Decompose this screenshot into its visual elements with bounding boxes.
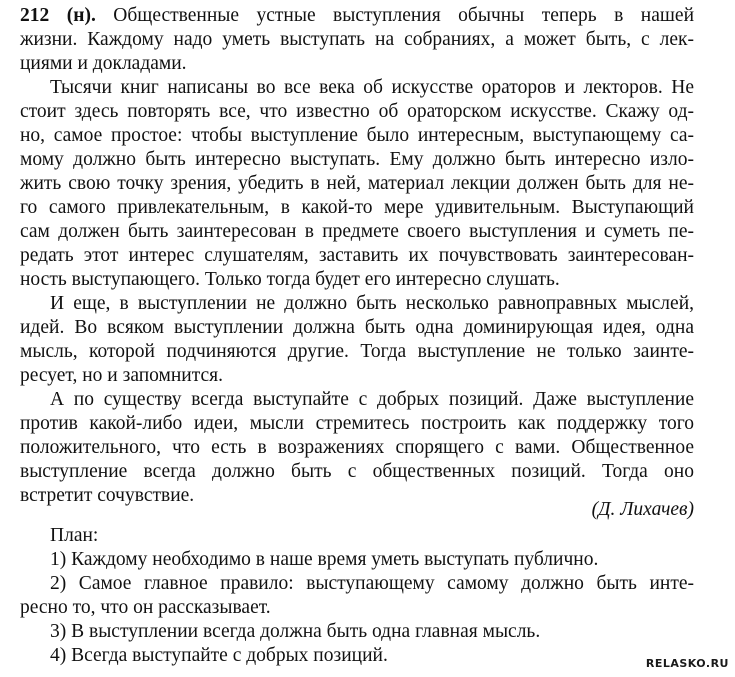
plan-item-2-continued: ресно то, что он рассказывает. — [20, 597, 271, 618]
paragraph-2-line-1: Тысячи книг написаны во все века об искусстве ораторов и лекторов. Не — [50, 77, 694, 98]
author-attribution: (Д. Лихачев) — [591, 499, 694, 520]
exercise-number: 212 — [20, 5, 50, 26]
paragraph-2-line-4: мому должно быть интересно выступать. Ему должно быть интересно изло- — [20, 149, 694, 170]
exercise-line-3: циями и докладами. — [20, 53, 187, 74]
paragraph-3-line-1: И еще, в выступлении не должно быть несколько равноправных мыслей, — [50, 293, 694, 314]
paragraph-2-line-6: го самого привлекательным, в какой-то мере удивительным. Выступающий — [20, 197, 694, 218]
plan-item-2: 2) Самое главное правило: выступающему самому должно быть инте- — [50, 573, 694, 594]
exercise-text-1: Общественные устные выступления обычны теперь в нашей — [95, 5, 694, 26]
paragraph-2-line-8: редать этот интерес слушателям, заставить их почувствовать заинтересован- — [20, 245, 694, 266]
site-watermark: RELASKO.RU — [645, 657, 729, 670]
paragraph-4-line-3: положительного, что есть в возражениях спорящего с вами. Общественное — [20, 437, 694, 458]
paragraph-2-line-7: сам должен быть заинтересован в предмете своего выступления и суметь пе- — [20, 221, 694, 242]
paragraph-2-line-5: жить свою точку зрения, убедить в ней, материал лекции должен быть для не- — [20, 173, 694, 194]
paragraph-4-line-5: встретит сочувствие. — [20, 485, 195, 506]
paragraph-3-line-4: ресует, но и запомнится. — [20, 365, 223, 386]
plan-item-4: 4) Всегда выступайте с добрых позиций. — [50, 645, 388, 666]
exercise-mark: (н). — [66, 5, 96, 26]
paragraph-2-line-2: стоит здесь повторять все, что известно об ораторском искусстве. Скажу од- — [20, 101, 694, 122]
plan-item-1: 1) Каждому необходимо в наше время уметь выступать публично. — [50, 549, 599, 570]
paragraph-2-line-3: но, самое простое: чтобы выступление было интересным, выступающему са- — [20, 125, 694, 146]
exercise-line-2: жизни. Каждому надо уметь выступать на собраниях, а может быть, с лек- — [20, 29, 694, 50]
paragraph-2-line-9: ность выступающего. Только тогда будет его интересно слушать. — [20, 269, 560, 290]
plan-title: План: — [50, 525, 99, 546]
paragraph-4-line-4: выступление всегда должно быть с общественных позиций. Тогда оно — [20, 461, 694, 482]
paragraph-4-line-1: А по существу всегда выступайте с добрых позиций. Даже выступление — [50, 389, 694, 410]
exercise-line-1 — [20, 4, 694, 28]
paragraph-4-line-2: против какой-либо идеи, мысли стремитесь построить как поддержку того — [20, 413, 694, 434]
paragraph-3-line-3: мысль, которой подчиняются другие. Тогда выступление не только заинте- — [20, 341, 694, 362]
plan-item-3: 3) В выступлении всегда должна быть одна главная мысль. — [50, 621, 541, 642]
paragraph-3-line-2: идей. Во всяком выступлении должна быть одна доминирующая идея, одна — [20, 317, 694, 338]
